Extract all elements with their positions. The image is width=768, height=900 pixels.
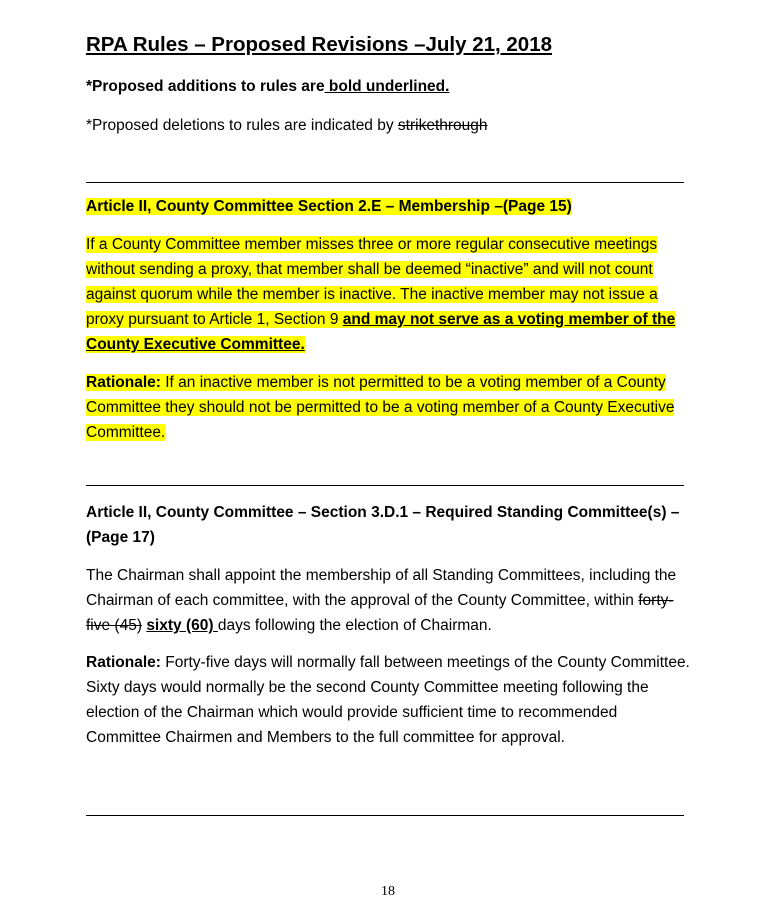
section2-body xyxy=(86,563,691,638)
deletions-legend xyxy=(86,117,691,135)
page-number: 18 xyxy=(381,884,395,899)
section2-body-text: The Chairman shall appoint the membership of all Standing Committees, including the Chairman of each committee, with the approval of the County Committee, within xyxy=(86,567,677,609)
additions-legend xyxy=(86,78,691,96)
section1-body-text: If a County Committee member misses three or more regular consecutive meetings without sending a proxy, that member shall be deemed “inactive” and will not count against quorum while the member is inactive. The inactive member may not issue a proxy pursuant to Article 1, Section 9 xyxy=(86,236,658,328)
section2-rationale xyxy=(86,650,691,750)
section1-heading xyxy=(86,198,691,216)
section2-body-end: days following the election of Chairman. xyxy=(217,617,492,634)
section1-rationale-text: If an inactive member is not permitted to be a voting member of a County Committee they should not be permitted to be a voting member of a County Executive Committee. xyxy=(86,374,675,441)
section-divider xyxy=(86,182,684,183)
section2-rationale-text: Forty-five days will normally fall between meetings of the County Committee. Sixty days would normally be the second County Committee meeting following the election of the Chairman which would provide sufficient time to recommended Committee Chairmen and Members to the full committee for approval. xyxy=(86,654,690,746)
additions-legend-text: *Proposed additions to rules are xyxy=(86,78,325,95)
additions-legend-example: bold underlined. xyxy=(324,78,450,95)
deletions-legend-text: *Proposed deletions to rules are indicated by xyxy=(86,117,398,134)
deletions-legend-example: strikethrough xyxy=(397,117,488,134)
section2-body-deleted: forty-five (45) xyxy=(86,592,674,634)
section2-body-added: sixty (60) xyxy=(146,617,218,634)
section-divider xyxy=(86,485,684,486)
section1-body xyxy=(86,232,691,357)
section1-rationale-label: Rationale: xyxy=(86,374,161,391)
section1-body-addition: and may not serve as a voting member of the County Executive Committee. xyxy=(86,311,676,353)
section2-heading: Article II, County Committee – Section 3.D.1 – Required Standing Committee(s) – (Page 17) xyxy=(86,504,680,546)
section1-heading-text: Article II, County Committee Section 2.E – Membership –(Page 15) xyxy=(86,198,572,215)
section-divider xyxy=(86,815,684,816)
section2-rationale-label: Rationale: xyxy=(86,654,161,671)
section1-rationale xyxy=(86,370,691,445)
document-title: RPA Rules – Proposed Revisions –July 21, 2018 xyxy=(86,33,553,56)
